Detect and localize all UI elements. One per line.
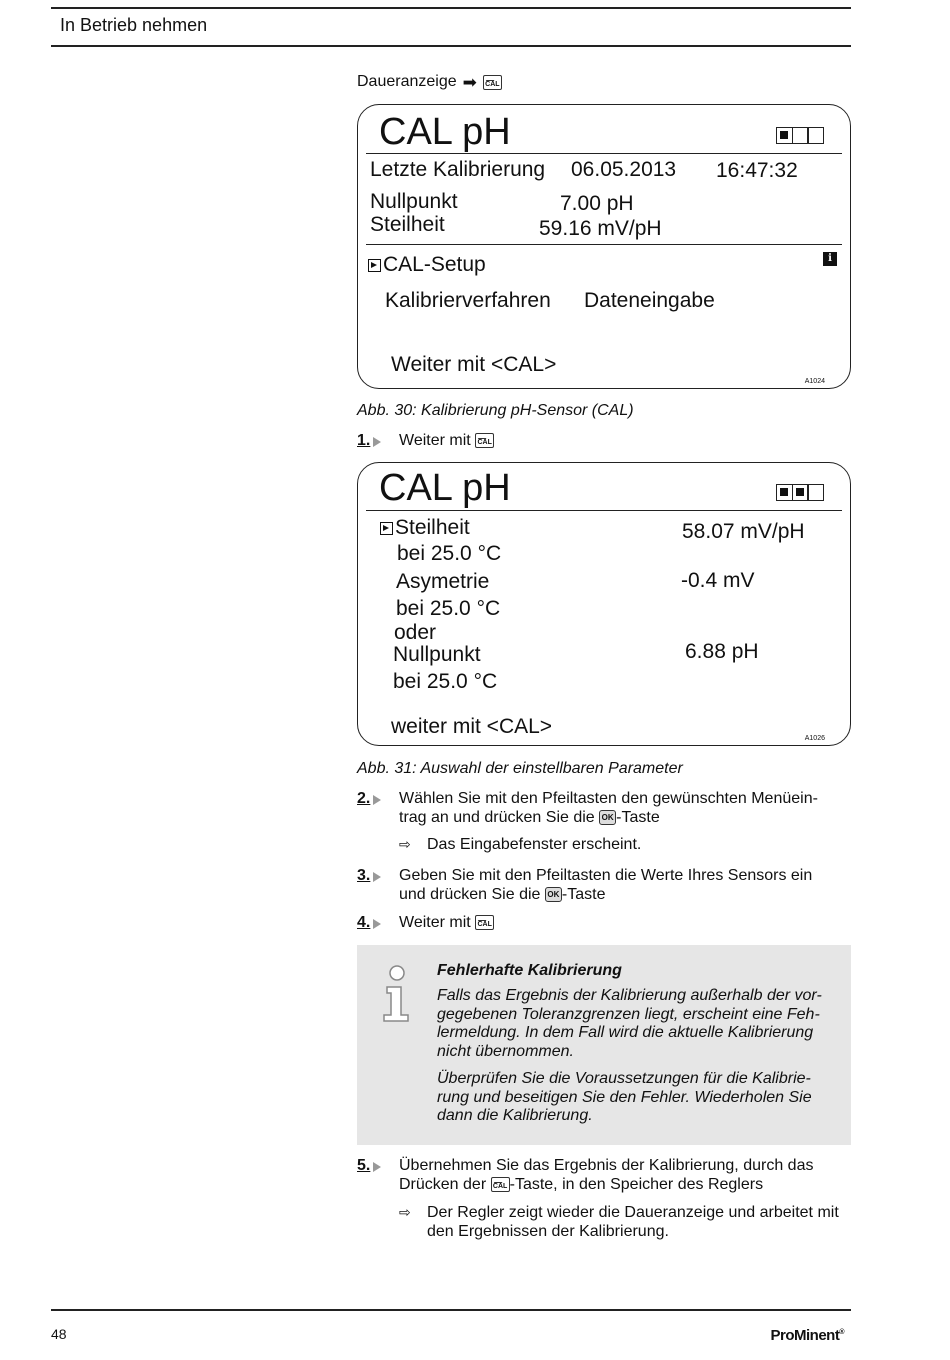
brand-logo: ProMinent® — [770, 1327, 844, 1344]
page-indicator-box — [807, 484, 824, 501]
last-calibration-label: Letzte Kalibrierung — [370, 158, 546, 181]
slope-temperature: bei 25.0 °C — [397, 542, 502, 565]
info-icon: i — [823, 252, 837, 266]
display-screen-parameter-selection — [357, 462, 851, 746]
result-text: Der Regler zeigt wieder die Daueranzeige und arbeitet mit den Ergebnissen der Kalibrierung. — [427, 1204, 839, 1240]
option-calibration-method[interactable]: Kalibrierverfahren — [385, 289, 551, 312]
divider — [366, 510, 842, 511]
selection-marker-icon — [380, 522, 393, 535]
step-text: trag an und drücken Sie die — [399, 809, 595, 826]
result-arrow-icon: ⇨ — [399, 1204, 411, 1220]
slope-label: Steilheit — [395, 516, 470, 539]
option-data-entry[interactable]: Dateneingabe — [584, 289, 715, 312]
page-indicator-box — [792, 127, 809, 144]
result-arrow-icon: ⇨ — [399, 836, 411, 852]
slope-label: Steilheit — [370, 213, 445, 236]
top-rule-lower — [51, 45, 851, 47]
zero-point-value: 7.00 pH — [560, 192, 634, 215]
slope-value: 59.16 mV/pH — [539, 217, 662, 240]
step-text: und drücken Sie die — [399, 886, 541, 903]
step-text: Übernehmen Sie das Ergebnis der Kalibrierung, durch das — [399, 1157, 814, 1174]
step-number: 3. — [357, 866, 395, 885]
continue-hint: weiter mit <CAL> — [391, 715, 553, 738]
step-3 — [357, 866, 851, 904]
cal-key-icon: CAL — [475, 433, 494, 448]
step-arrow-icon — [373, 795, 381, 805]
step-text: Wählen Sie mit den Pfeiltasten den gewünschten Menüein- — [399, 790, 818, 807]
last-calibration-date: 06.05.2013 — [571, 158, 677, 181]
page-indicator-box — [792, 484, 809, 501]
zero-point-value: 6.88 pH — [685, 640, 759, 663]
ok-key-icon: OK — [545, 887, 562, 902]
step-text: Geben Sie mit den Pfeiltasten die Werte Ihres Sensors ein — [399, 867, 813, 884]
info-note-box — [357, 945, 851, 1145]
step-arrow-icon — [373, 437, 381, 447]
note-paragraph-1: Falls das Ergebnis der Kalibrierung außerhalb der vor-gegebenen Toleranzgrenzen liegt, erscheint eine Feh-lermeldung. In dem Fall wird die aktuelle Kalibrierung nicht übernommen. — [437, 987, 822, 1060]
step-arrow-icon — [373, 1162, 381, 1172]
info-icon — [381, 965, 413, 1023]
asymmetry-temperature: bei 25.0 °C — [396, 597, 501, 620]
step-number: 2. — [357, 789, 395, 808]
step-text: Drücken der — [399, 1176, 487, 1193]
step-number: 4. — [357, 913, 395, 932]
step-4 — [357, 913, 851, 932]
step-arrow-icon — [373, 919, 381, 929]
last-calibration-time: 16:47:32 — [716, 159, 798, 182]
note-paragraph-2: Überprüfen Sie die Voraussetzungen für die Kalibrie-rung und beseitigen Sie den Fehler. Wiederholen Sie dann die Kalibrierung. — [437, 1070, 812, 1124]
asymmetry-label[interactable]: Asymetrie — [396, 570, 490, 593]
section-title: In Betrieb nehmen — [60, 15, 208, 35]
step-2 — [357, 789, 851, 827]
cal-setup-label: CAL-Setup — [383, 253, 486, 276]
or-label: oder — [394, 621, 437, 644]
page-number: 48 — [51, 1326, 67, 1342]
arrow-right-icon: ➡ — [462, 72, 477, 92]
step-text: -Taste — [561, 886, 606, 903]
step-5 — [357, 1156, 851, 1194]
figure-code: A1026 — [804, 735, 825, 742]
divider — [366, 153, 842, 154]
cal-key-icon: CAL — [483, 75, 502, 90]
step-arrow-icon — [373, 872, 381, 882]
figure-code: A1024 — [804, 378, 825, 385]
step-number: 1. — [357, 431, 395, 450]
cal-setup-item[interactable] — [368, 253, 486, 277]
step-2-result — [399, 835, 851, 854]
zero-point-temperature: bei 25.0 °C — [393, 670, 498, 693]
continue-hint: Weiter mit <CAL> — [391, 353, 557, 376]
step-number: 5. — [357, 1156, 395, 1175]
page-indicator — [778, 127, 825, 144]
screen-title: CAL pH — [379, 111, 511, 153]
figure-caption-30: Abb. 30: Kalibrierung pH-Sensor (CAL) — [357, 402, 634, 419]
slope-value: 58.07 mV/pH — [682, 520, 805, 543]
cal-key-icon: CAL — [475, 915, 494, 930]
result-text: Das Eingabefenster erscheint. — [427, 836, 642, 853]
step-1 — [357, 431, 851, 450]
divider — [366, 244, 842, 245]
display-screen-cal-overview — [357, 104, 851, 389]
ok-key-icon: OK — [599, 810, 616, 825]
selection-marker-icon — [368, 259, 381, 272]
top-rule-upper — [51, 7, 851, 9]
zero-point-label: Nullpunkt — [370, 190, 458, 213]
cal-key-icon: CAL — [491, 1177, 510, 1192]
figure-caption-31: Abb. 31: Auswahl der einstellbaren Parameter — [357, 760, 683, 777]
step-text: -Taste, in den Speicher des Reglers — [509, 1176, 764, 1193]
step-text: -Taste — [616, 809, 660, 826]
note-title: Fehlerhafte Kalibrierung — [437, 962, 622, 979]
page-indicator — [778, 484, 825, 501]
asymmetry-value: -0.4 mV — [681, 569, 755, 592]
page-indicator-box — [807, 127, 824, 144]
step-text: Weiter mit — [399, 914, 471, 931]
page-indicator-box — [776, 484, 793, 501]
intro-label: Daueranzeige — [357, 73, 457, 90]
intro-line — [357, 73, 851, 91]
page-indicator-box — [776, 127, 793, 144]
step-5-result — [399, 1203, 851, 1241]
zero-point-label[interactable]: Nullpunkt — [393, 643, 481, 666]
footer-rule — [51, 1309, 851, 1311]
slope-item[interactable] — [380, 516, 470, 540]
screen-title: CAL pH — [379, 467, 511, 509]
step-text: Weiter mit — [399, 432, 471, 449]
